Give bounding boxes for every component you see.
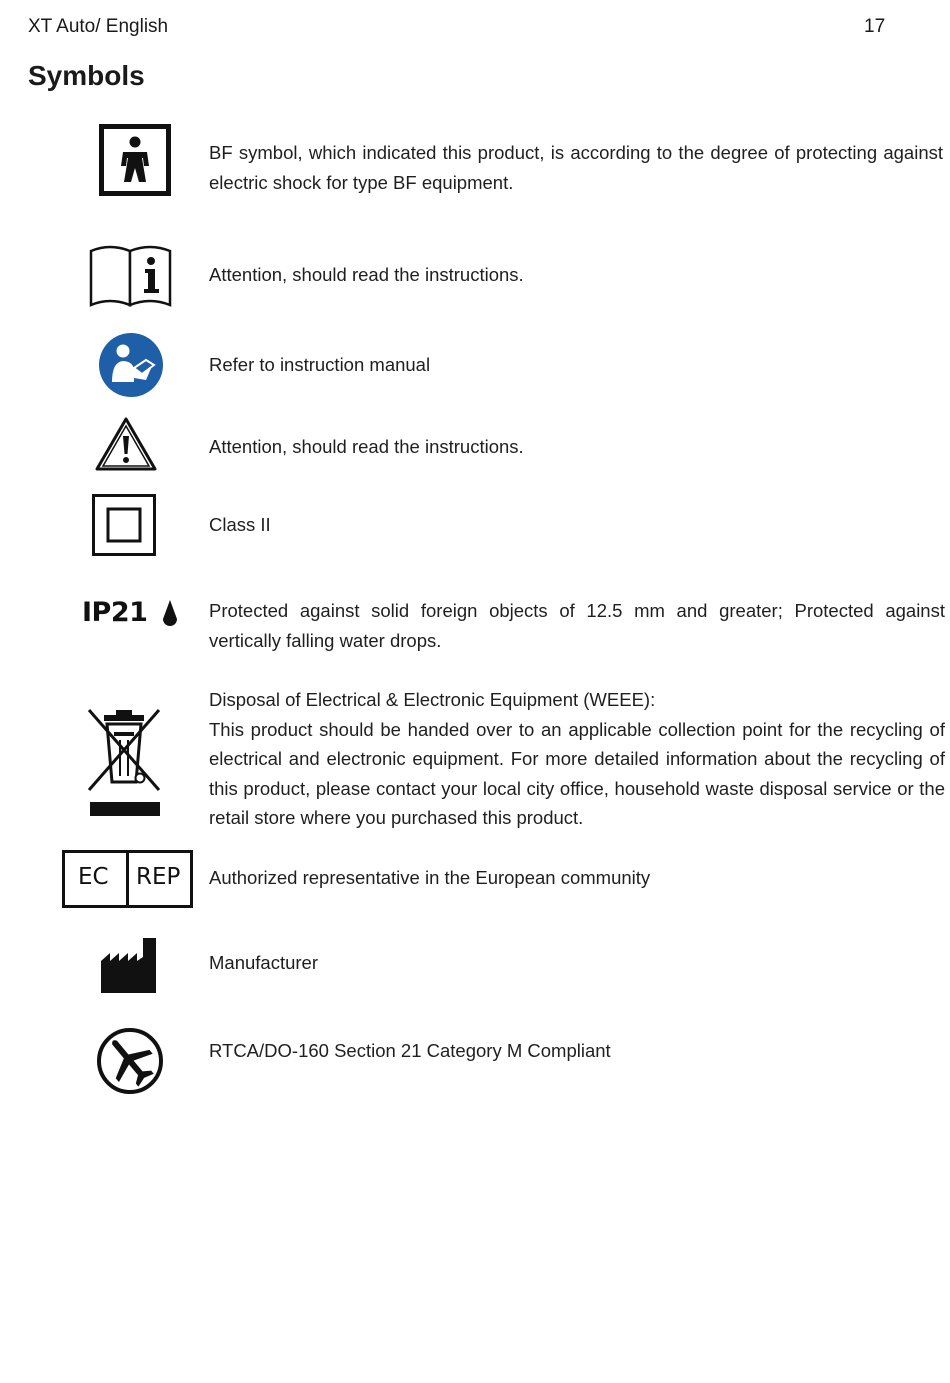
header-document-title: XT Auto/ English <box>28 16 169 37</box>
type-bf-applied-part-icon <box>99 124 171 201</box>
symbol-description-class-ii: Class II <box>209 514 271 535</box>
water-drop-icon <box>161 599 179 629</box>
symbol-description-airplane: RTCA/DO-160 Section 21 Category M Compliant <box>209 1040 611 1061</box>
page-title: Symbols <box>28 60 145 91</box>
symbol-description-manufacturer: Manufacturer <box>209 952 318 973</box>
weee-bin-icon <box>86 706 162 823</box>
info-book-icon <box>88 243 174 314</box>
instruction-manual-icon <box>98 332 164 403</box>
airplane-icon <box>96 1027 164 1100</box>
ip21-icon <box>82 597 182 633</box>
class-ii-icon <box>92 494 156 561</box>
manufacturer-icon <box>100 937 158 1000</box>
ec-rep-icon <box>62 850 193 908</box>
symbol-description-weee: Disposal of Electrical & Electronic Equipment (WEEE): This product should be handed over to an applicable collection point for the recycling of electrical and electronic equipment. For more detailed information about the recycling of this product, please contact your local city office, household waste disposal service or the retail store where you purchased this product. <box>209 689 945 828</box>
header-page-number: 17 <box>864 16 886 37</box>
symbol-description-bf: BF symbol, which indicated this product, is according to the degree of protecting against electric shock for type BF equipment. <box>209 142 943 193</box>
rep-label: REP <box>136 864 181 890</box>
ip21-label: IP21 <box>82 597 148 628</box>
ec-label: EC <box>78 864 109 890</box>
symbol-description-info: Attention, should read the instructions. <box>209 264 524 285</box>
symbol-description-warning: Attention, should read the instructions. <box>209 436 524 457</box>
warning-triangle-icon <box>94 416 158 477</box>
symbol-description-ip21: Protected against solid foreign objects of 12.5 mm and greater; Protected against vertically falling water drops. <box>209 600 945 651</box>
symbol-description-manual: Refer to instruction manual <box>209 354 431 375</box>
symbol-description-ec-rep: Authorized representative in the European community <box>209 867 651 888</box>
